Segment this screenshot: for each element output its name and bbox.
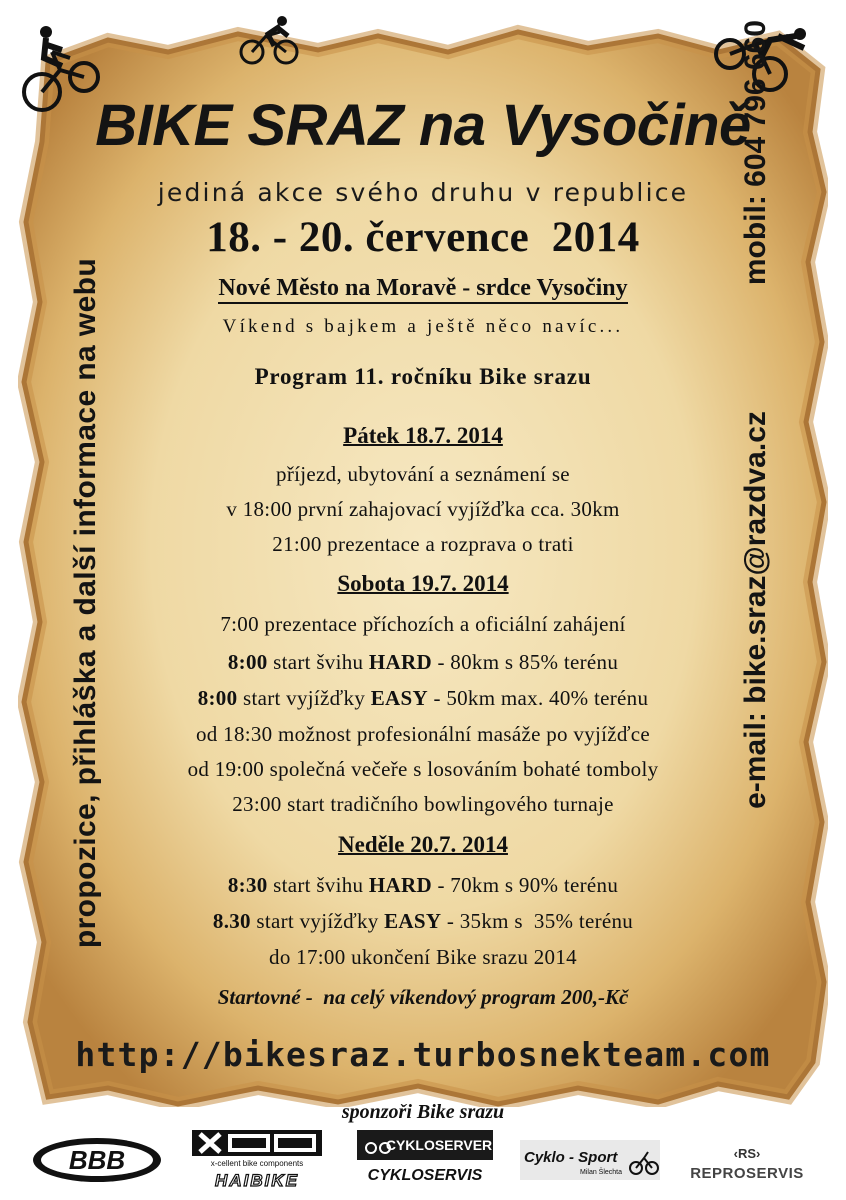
side-text-mobile: mobil: 604 796 660 [739,20,772,286]
bike-rider-icon-center [238,14,300,66]
cykloservis-text: CYKLOSERVIS [367,1167,483,1184]
friday-line: v 18:00 první zahajovací vyjížďka cca. 30km [226,497,620,521]
haibike-text: HAIBIKE [215,1171,299,1190]
sunday-line: 8:30 start švihu HARD - 70km s 90% terénu [227,873,619,897]
tagline: jediná akce svého druhu v republice [157,178,689,207]
saturday-line: 8:00 start vyjížďky EASY - 50km max. 40% terénu [197,686,649,710]
saturday-line: 8:00 start švihu HARD - 80km s 85% terénu [227,650,619,674]
entry-fee: Startovné - na celý víkendový program 200,-Kč [217,985,629,1009]
friday-heading: Pátek 18.7. 2014 [343,423,503,448]
bbb-logo [30,1135,165,1185]
slogan: Víkend s bajkem a ještě něco navíc... [222,316,624,337]
bbb-logo-text: BBB [68,1145,126,1175]
saturday-line: 7:00 prezentace příchozích a oficiální zahájení [220,612,626,636]
event-dates [0,213,846,262]
cykloserver-text: CYKLOSERVER [385,1137,493,1153]
side-text-info: propozice, přihláška a další informace na webu [69,257,102,949]
sunday-line: 8.30 start vyjížďky EASY - 35km s 35% terénu [212,909,634,933]
cyklo-sport-text: Cyklo - Sport [524,1149,618,1166]
cyklo-sport-logo [520,1140,660,1180]
event-place [0,275,846,302]
xcc-subtitle: x-cellent bike components [210,1159,304,1168]
saturday-line: od 18:30 možnost profesionální masáže po vyjížďce [196,722,650,746]
website-link[interactable]: http://bikesraz.turbosnekteam.com [75,1035,771,1074]
saturday-line: 23:00 start tradičního bowlingového turnaje [232,792,614,816]
sunday-line: do 17:00 ukončení Bike srazu 2014 [269,945,577,969]
saturday-heading: Sobota 19.7. 2014 [337,571,509,596]
friday-line: 21:00 prezentace a rozprava o trati [272,532,574,556]
event-dates-text: 18. - 20. července 2014 [206,214,640,261]
side-text-email[interactable]: e-mail: bike.sraz@razdva.cz [739,411,772,809]
cyklo-sport-subtitle: Milan Šlechta [580,1169,623,1176]
sunday-heading: Neděle 20.7. 2014 [338,832,508,857]
rs-mark: ‹RS› [733,1146,761,1161]
saturday-line: od 19:00 společná večeře s losováním bohaté tomboly [187,757,659,781]
program-title: Program 11. ročníku Bike srazu [254,364,592,389]
reproservis-logo [675,1140,820,1185]
poster-title: BIKE SRAZ na Vysočině [95,93,751,158]
sponsors-title: sponzoři Bike srazu [341,1101,505,1123]
friday-line: příjezd, ubytování a seznámení se [276,462,570,486]
xcc-haibike-logo [186,1128,328,1190]
reproservis-text: REPROSERVIS [690,1165,804,1182]
cykloserver-logo [355,1128,495,1188]
event-place-text: Nové Město na Moravě - srdce Vysočiny [218,275,627,304]
